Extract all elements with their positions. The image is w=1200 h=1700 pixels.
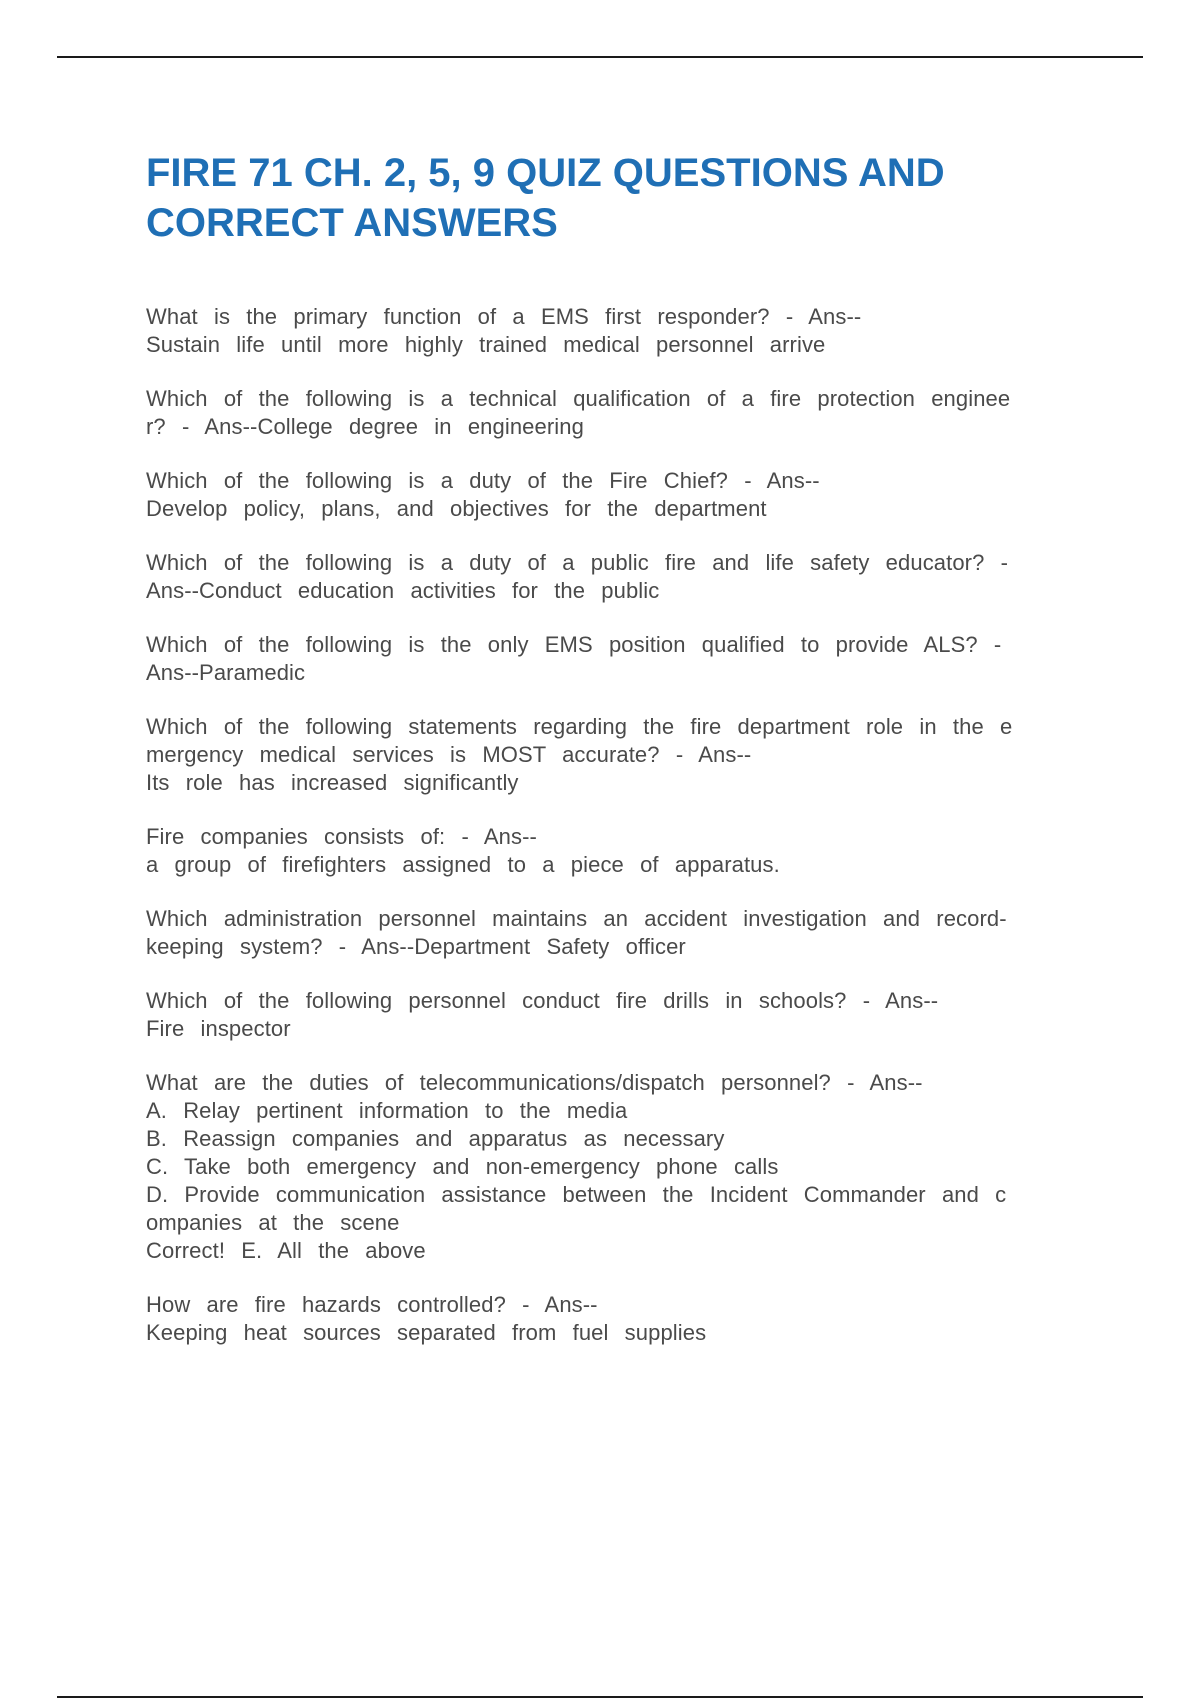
- qa-item: [146, 1291, 1082, 1347]
- qa-item: [146, 987, 1082, 1043]
- qa-item: [146, 905, 1082, 961]
- qa-item: [146, 467, 1082, 523]
- qa-line: Ans--Paramedic: [146, 660, 306, 685]
- qa-line: Which of the following is a duty of the Fire Chief? - Ans--: [146, 468, 820, 493]
- qa-line: Which of the following statements regarding the fire department role in the e: [146, 714, 1013, 739]
- qa-line: Which of the following is the only EMS position qualified to provide ALS? -: [146, 632, 1002, 657]
- qa-line: Keeping heat sources separated from fuel supplies: [146, 1320, 707, 1345]
- qa-line: A. Relay pertinent information to the media: [146, 1098, 628, 1123]
- qa-item: [146, 631, 1082, 687]
- footer-rule: [57, 1696, 1143, 1698]
- qa-line: Fire companies consists of: - Ans--: [146, 824, 537, 849]
- header-rule: [57, 56, 1143, 58]
- qa-line: r? - Ans--College degree in engineering: [146, 414, 584, 439]
- qa-line: Its role has increased significantly: [146, 770, 519, 795]
- qa-line: B. Reassign companies and apparatus as necessary: [146, 1126, 725, 1151]
- qa-line: D. Provide communication assistance between the Incident Commander and c: [146, 1182, 1007, 1207]
- qa-item: [146, 549, 1082, 605]
- qa-line: Which of the following is a duty of a public fire and life safety educator? -: [146, 550, 1009, 575]
- qa-line: Develop policy, plans, and objectives for the department: [146, 496, 767, 521]
- qa-item: [146, 823, 1082, 879]
- page-title: [146, 148, 1086, 248]
- qa-line: ompanies at the scene: [146, 1210, 400, 1235]
- qa-list: [146, 303, 1082, 1373]
- qa-line: What are the duties of telecommunications/dispatch personnel? - Ans--: [146, 1070, 923, 1095]
- qa-line: mergency medical services is MOST accurate? - Ans--: [146, 742, 752, 767]
- qa-line: Which of the following personnel conduct fire drills in schools? - Ans--: [146, 988, 939, 1013]
- title-line-2: CORRECT ANSWERS: [146, 201, 558, 245]
- qa-item: [146, 303, 1082, 359]
- qa-line: a group of firefighters assigned to a piece of apparatus.: [146, 852, 780, 877]
- qa-line: Sustain life until more highly trained medical personnel arrive: [146, 332, 826, 357]
- qa-line: What is the primary function of a EMS first responder? - Ans--: [146, 304, 862, 329]
- qa-line: keeping system? - Ans--Department Safety officer: [146, 934, 686, 959]
- title-line-1: FIRE 71 CH. 2, 5, 9 QUIZ QUESTIONS AND: [146, 151, 945, 195]
- qa-line: How are fire hazards controlled? - Ans--: [146, 1292, 598, 1317]
- qa-item: [146, 713, 1082, 797]
- qa-line: Which administration personnel maintains an accident investigation and record-: [146, 906, 1007, 931]
- qa-line: Ans--Conduct education activities for the public: [146, 578, 660, 603]
- qa-line: Correct! E. All the above: [146, 1238, 426, 1263]
- qa-item: [146, 385, 1082, 441]
- qa-line: C. Take both emergency and non-emergency phone calls: [146, 1154, 779, 1179]
- qa-line: Fire inspector: [146, 1016, 291, 1041]
- qa-item: [146, 1069, 1082, 1265]
- qa-line: Which of the following is a technical qualification of a fire protection enginee: [146, 386, 1011, 411]
